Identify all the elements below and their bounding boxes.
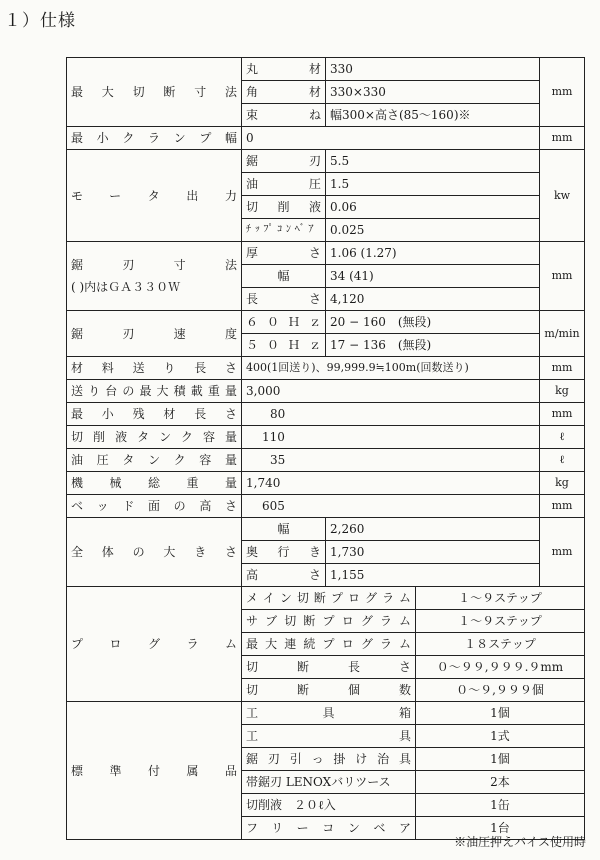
blade-speed-label: 鋸刃速度 <box>67 311 242 357</box>
cutting-size-unit: mm <box>540 58 585 127</box>
motor-sub: 油圧 <box>242 173 326 196</box>
blade-size-value: 4,120 <box>326 288 540 311</box>
overall-size-value: 1,155 <box>326 564 540 587</box>
overall-size-value: 2,260 <box>326 518 540 541</box>
simple-value: 400(1回送り)、99,999.9≒100m(回数送り) <box>242 357 540 380</box>
spec-row-bed-height <box>67 495 585 518</box>
simple-label: ベッド面の高さ <box>67 495 242 518</box>
blade-size-note: ( )内はＧＡ３３０Ｗ <box>71 280 181 294</box>
blade-size-sub: 厚さ <box>242 242 326 265</box>
simple-label: 機械総重量 <box>67 472 242 495</box>
footnote: ※油圧押えバイス使用時 <box>454 835 586 849</box>
blade-size-label-cell <box>67 242 242 311</box>
simple-label: 送り台の最大積載重量 <box>67 380 242 403</box>
accessory-qty: 2本 <box>416 771 585 794</box>
blade-size-label: 鋸刃寸法 <box>71 258 237 272</box>
simple-unit: mm <box>540 495 585 518</box>
program-value: ０〜９９,９９９.９mm <box>416 656 585 679</box>
simple-unit: mm <box>540 403 585 426</box>
spec-row-hydraulic-tank <box>67 449 585 472</box>
accessory-qty: 1台 <box>416 817 585 840</box>
accessory-name: フリーコンベア <box>242 817 416 840</box>
simple-label: 材料送り長さ <box>67 357 242 380</box>
spec-row-blade-speed <box>67 311 585 334</box>
simple-value: 605 <box>242 495 540 518</box>
simple-unit: ℓ <box>540 426 585 449</box>
accessory-qty: 1式 <box>416 725 585 748</box>
program-sub: メイン切断プログラム <box>242 587 416 610</box>
spec-row-motor <box>67 150 585 173</box>
program-value: １〜９ステップ <box>416 587 585 610</box>
blade-speed-value: 20 − 160 (無段) <box>326 311 540 334</box>
spec-row-machine-weight <box>67 472 585 495</box>
spec-row-accessories <box>67 702 585 725</box>
program-value: １〜９ステップ <box>416 610 585 633</box>
blade-speed-unit: m/min <box>540 311 585 357</box>
blade-size-sub: 幅 <box>242 265 326 288</box>
motor-value: 5.5 <box>326 150 540 173</box>
program-sub: 最大連続プログラム <box>242 633 416 656</box>
overall-size-sub: 奥行き <box>242 541 326 564</box>
overall-size-unit: mm <box>540 518 585 587</box>
simple-value: 3,000 <box>242 380 540 403</box>
motor-label: モータ出力 <box>67 150 242 242</box>
min-clamp-unit: mm <box>540 127 585 150</box>
simple-value: 110 <box>242 426 540 449</box>
accessory-name: 帯鋸刃 LENOXバリツース <box>242 771 416 794</box>
blade-size-unit: mm <box>540 242 585 311</box>
accessory-name: 鋸刃引っ掛け治具 <box>242 748 416 771</box>
simple-unit: mm <box>540 357 585 380</box>
simple-value: 35 <box>242 449 540 472</box>
section-heading: １）仕様 <box>4 11 76 31</box>
cutting-size-sub: 束ね <box>242 104 326 127</box>
blade-speed-value: 17 − 136 (無段) <box>326 334 540 357</box>
motor-value: 0.06 <box>326 196 540 219</box>
program-value: １８ステップ <box>416 633 585 656</box>
spec-row-overall-size <box>67 518 585 541</box>
spec-table <box>66 57 585 840</box>
program-sub: 切断個数 <box>242 679 416 702</box>
accessories-label: 標準付属品 <box>67 702 242 840</box>
spec-row-program <box>67 587 585 610</box>
min-clamp-value: 0 <box>242 127 540 150</box>
program-label: プログラム <box>67 587 242 702</box>
motor-value: 1.5 <box>326 173 540 196</box>
program-value: ０〜９,９９９個 <box>416 679 585 702</box>
spec-row-min-clamp <box>67 127 585 150</box>
simple-unit: kg <box>540 472 585 495</box>
blade-size-value: 1.06 (1.27) <box>326 242 540 265</box>
spec-row-cutting-size <box>67 58 585 81</box>
accessory-qty: 1個 <box>416 748 585 771</box>
motor-sub: ﾁｯﾌﾟｺﾝﾍﾞｱ <box>242 219 326 242</box>
blade-size-value: 34 (41) <box>326 265 540 288</box>
cutting-size-value: 330×330 <box>326 81 540 104</box>
motor-sub: 切削液 <box>242 196 326 219</box>
spec-row-min-remnant <box>67 403 585 426</box>
accessory-name: 工具 <box>242 725 416 748</box>
overall-size-sub: 幅 <box>242 518 326 541</box>
motor-value: 0.025 <box>326 219 540 242</box>
spec-row-feed-length <box>67 357 585 380</box>
cutting-size-value: 幅300×高さ(85〜160)※ <box>326 104 540 127</box>
overall-size-value: 1,730 <box>326 541 540 564</box>
blade-size-sub: 長さ <box>242 288 326 311</box>
overall-size-label: 全体の大きさ <box>67 518 242 587</box>
simple-label: 最小残材長さ <box>67 403 242 426</box>
simple-value: 1,740 <box>242 472 540 495</box>
accessory-qty: 1個 <box>416 702 585 725</box>
overall-size-sub: 高さ <box>242 564 326 587</box>
accessory-qty: 1缶 <box>416 794 585 817</box>
accessory-name: 工具箱 <box>242 702 416 725</box>
simple-value: 80 <box>242 403 540 426</box>
cutting-size-sub: 丸材 <box>242 58 326 81</box>
simple-unit: kg <box>540 380 585 403</box>
simple-unit: ℓ <box>540 449 585 472</box>
cutting-size-value: 330 <box>326 58 540 81</box>
program-sub: 切断長さ <box>242 656 416 679</box>
spec-row-max-load <box>67 380 585 403</box>
spec-row-coolant-tank <box>67 426 585 449</box>
blade-speed-sub: ６０Ｈｚ <box>242 311 326 334</box>
blade-speed-sub: ５０Ｈｚ <box>242 334 326 357</box>
cutting-size-label: 最大切断寸法 <box>67 58 242 127</box>
min-clamp-label: 最小クランプ幅 <box>67 127 242 150</box>
cutting-size-sub: 角材 <box>242 81 326 104</box>
simple-label: 油圧タンク容量 <box>67 449 242 472</box>
program-sub: サブ切断プログラム <box>242 610 416 633</box>
motor-sub: 鋸刃 <box>242 150 326 173</box>
motor-unit: kw <box>540 150 585 242</box>
spec-row-blade-size <box>67 242 585 265</box>
simple-label: 切削液タンク容量 <box>67 426 242 449</box>
accessory-name: 切削液 ２０ℓ入 <box>242 794 416 817</box>
